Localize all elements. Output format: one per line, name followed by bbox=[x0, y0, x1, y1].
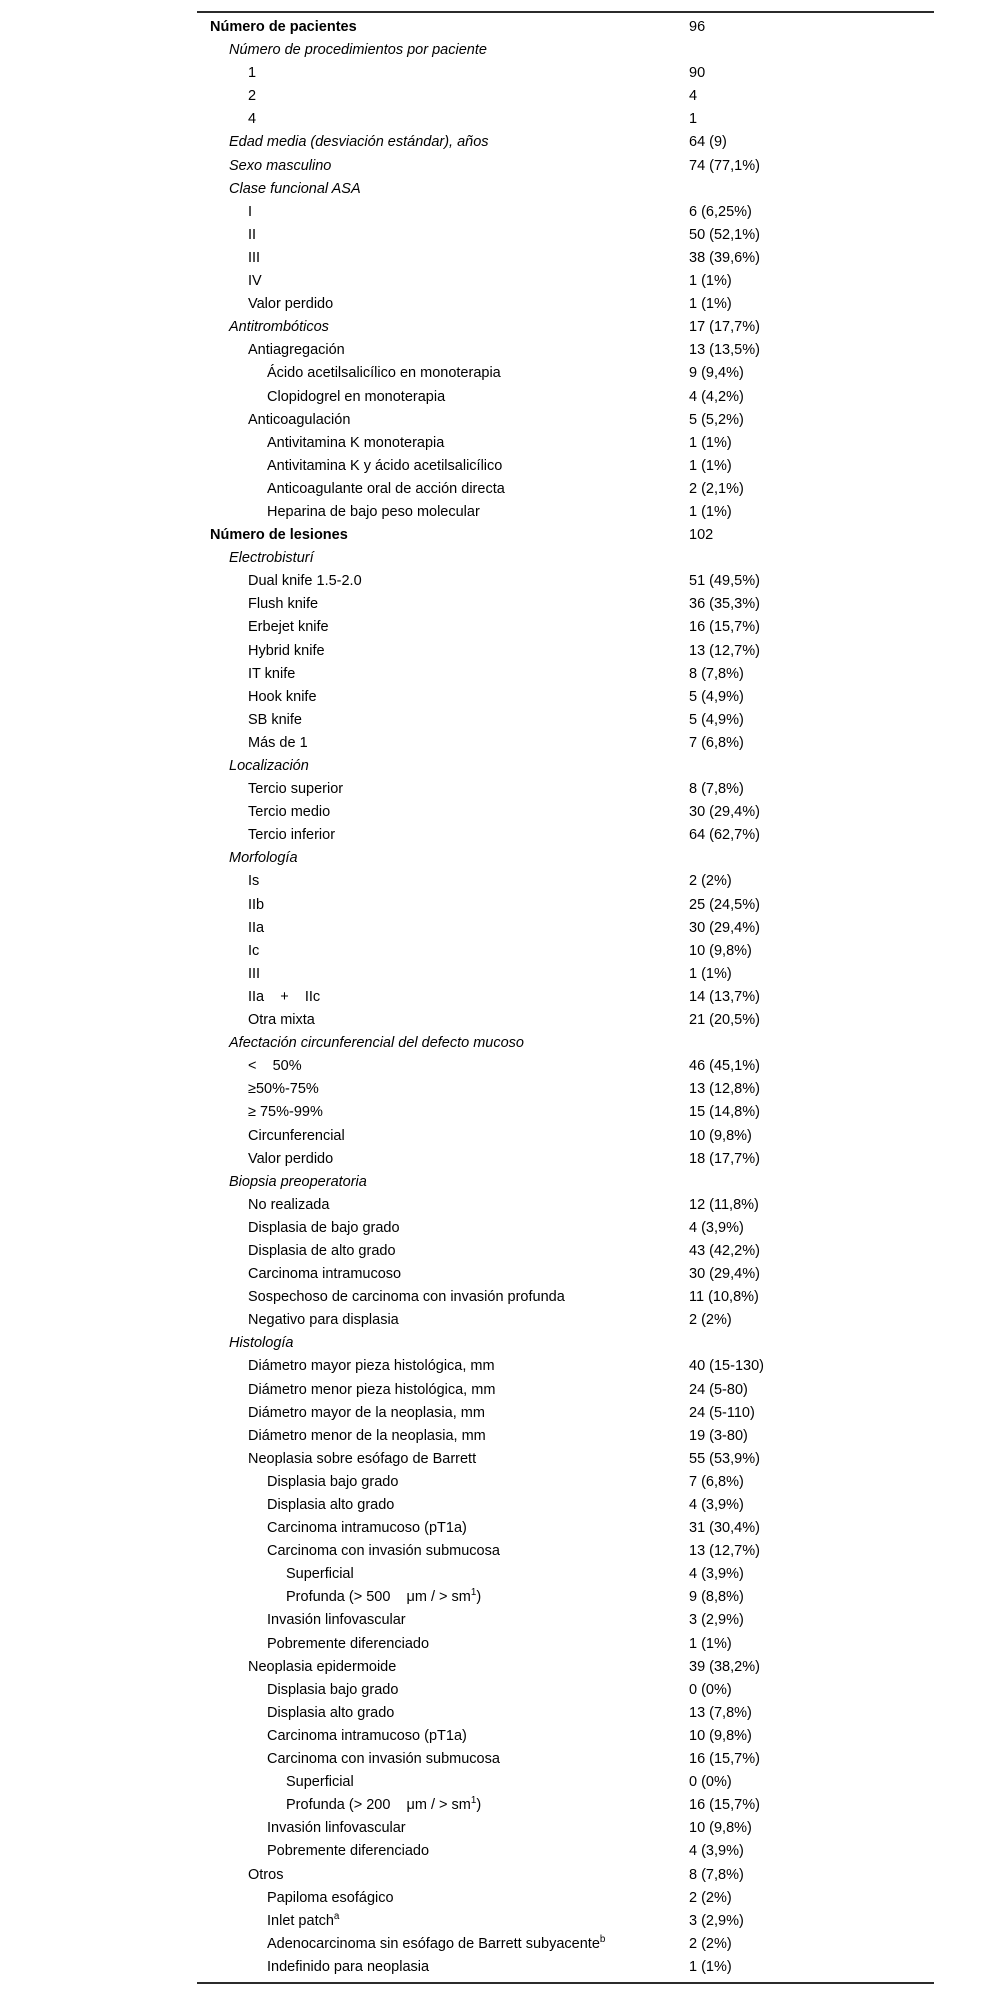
row-label: Displasia alto grado bbox=[267, 1497, 395, 1513]
row-value bbox=[689, 1332, 934, 1355]
row-label: Carcinoma con invasión submucosa bbox=[267, 1751, 500, 1768]
row-value: 5 (4,9%) bbox=[689, 688, 744, 705]
row-label: Otros bbox=[248, 1866, 284, 1883]
row-value: 30 (29,4%) bbox=[689, 919, 760, 936]
row-value: 4 (4,2%) bbox=[689, 388, 744, 405]
table-row bbox=[197, 1679, 934, 1702]
table-row bbox=[197, 16, 934, 39]
table-row bbox=[197, 1817, 934, 1840]
table-row bbox=[197, 85, 934, 108]
row-label-superscript: 1 bbox=[470, 1587, 477, 1599]
row-label: Número de procedimientos por paciente bbox=[229, 42, 487, 59]
table-row bbox=[197, 1748, 934, 1771]
table-row bbox=[197, 178, 934, 201]
row-label: Is bbox=[248, 873, 260, 890]
row-label: IT knife bbox=[248, 665, 296, 682]
row-value: 43 (42,2%) bbox=[689, 1242, 760, 1259]
table-row bbox=[197, 201, 934, 224]
row-value: 2 (2%) bbox=[689, 1935, 732, 1952]
table-row bbox=[197, 940, 934, 963]
row-label: Diámetro mayor pieza histológica, mm bbox=[248, 1358, 495, 1375]
table-row bbox=[197, 524, 934, 547]
table-row bbox=[197, 224, 934, 247]
table-row bbox=[197, 709, 934, 732]
table-row bbox=[197, 270, 934, 293]
row-value: 96 bbox=[689, 19, 706, 35]
row-value: 5 (4,9%) bbox=[689, 711, 744, 728]
row-label: Heparina de bajo peso molecular bbox=[267, 503, 480, 520]
table-row bbox=[197, 247, 934, 270]
row-value: 13 (12,7%) bbox=[689, 642, 760, 659]
table-row bbox=[197, 1517, 934, 1540]
row-value: 10 (9,8%) bbox=[689, 1127, 752, 1144]
row-label: Morfología bbox=[229, 850, 298, 867]
table-row bbox=[197, 1194, 934, 1217]
row-value: 36 (35,3%) bbox=[689, 596, 760, 613]
table-bottom-rule bbox=[197, 1982, 934, 1984]
row-value: 55 (53,9%) bbox=[689, 1450, 760, 1467]
table-row bbox=[197, 386, 934, 409]
row-value: 21 (20,5%) bbox=[689, 1012, 760, 1029]
table-row bbox=[197, 1494, 934, 1517]
row-value: 16 (15,7%) bbox=[689, 619, 760, 636]
row-label: Tercio superior bbox=[248, 781, 344, 798]
row-label: Localización bbox=[229, 758, 309, 774]
table-rows bbox=[197, 13, 934, 1982]
row-label: Pobremente diferenciado bbox=[267, 1635, 430, 1652]
row-label: Edad media (desviación estándar), años bbox=[229, 134, 489, 151]
table-row bbox=[197, 1309, 934, 1332]
row-label: IIb bbox=[248, 896, 265, 913]
row-label: Displasia bajo grado bbox=[267, 1473, 399, 1490]
table-row bbox=[197, 663, 934, 686]
row-value: 24 (5-80) bbox=[689, 1381, 748, 1398]
row-label: ≥50%-75% bbox=[248, 1081, 319, 1098]
table-row bbox=[197, 917, 934, 940]
row-value: 12 (11,8%) bbox=[689, 1196, 759, 1213]
table-row bbox=[197, 1448, 934, 1471]
table-row bbox=[197, 1910, 934, 1933]
table-row bbox=[197, 640, 934, 663]
table-row bbox=[197, 847, 934, 870]
table-row bbox=[197, 108, 934, 131]
row-value: 4 (3,9%) bbox=[689, 1566, 744, 1583]
row-label: Hybrid knife bbox=[248, 642, 325, 659]
row-label: Más de 1 bbox=[248, 734, 308, 751]
table-row bbox=[197, 62, 934, 85]
row-label: 2 bbox=[248, 88, 257, 105]
row-label: Erbejet knife bbox=[248, 619, 329, 636]
row-value: 3 (2,9%) bbox=[689, 1612, 744, 1629]
table-row bbox=[197, 894, 934, 917]
table-row bbox=[197, 39, 934, 62]
row-value: 1 (1%) bbox=[689, 1635, 732, 1652]
row-label: II bbox=[248, 226, 257, 243]
row-value: 4 (3,9%) bbox=[689, 1843, 744, 1860]
row-value: 1 (1%) bbox=[689, 296, 732, 313]
row-label-superscript: a bbox=[333, 1910, 340, 1922]
row-label: Superficial bbox=[286, 1566, 354, 1583]
row-label: Histología bbox=[229, 1335, 294, 1352]
row-label: Superficial bbox=[286, 1774, 354, 1791]
row-value: 8 (7,8%) bbox=[689, 1866, 744, 1883]
row-label: Neoplasia sobre esófago de Barrett bbox=[248, 1450, 477, 1467]
row-label: Displasia alto grado bbox=[267, 1704, 395, 1721]
row-value: 13 (12,7%) bbox=[689, 1543, 760, 1560]
row-label: Afectación circunferencial del defecto mucoso bbox=[229, 1035, 524, 1052]
row-value: 1 (1%) bbox=[689, 273, 732, 290]
row-value: 1 bbox=[689, 111, 698, 128]
table-row bbox=[197, 1656, 934, 1679]
row-label: Número de lesiones bbox=[210, 527, 348, 544]
table-row bbox=[197, 131, 934, 154]
table-row bbox=[197, 1702, 934, 1725]
row-label: Tercio medio bbox=[248, 804, 331, 821]
table-row bbox=[197, 1540, 934, 1563]
table-row bbox=[197, 593, 934, 616]
row-label: Indefinido para neoplasia bbox=[267, 1958, 430, 1975]
row-label: Clase funcional ASA bbox=[229, 180, 361, 197]
table-row bbox=[197, 824, 934, 847]
row-value: 11 (10,8%) bbox=[689, 1289, 759, 1306]
row-value: 13 (7,8%) bbox=[689, 1704, 752, 1721]
row-value bbox=[689, 39, 934, 62]
table-row bbox=[197, 155, 934, 178]
row-value: 46 (45,1%) bbox=[689, 1058, 760, 1075]
row-label: Otra mixta bbox=[248, 1012, 315, 1029]
table-row bbox=[197, 1586, 934, 1609]
table-row bbox=[197, 1425, 934, 1448]
row-label: Inlet patch$^a$ bbox=[267, 1910, 340, 1929]
row-value: 13 (13,5%) bbox=[689, 342, 760, 359]
table-row bbox=[197, 870, 934, 893]
row-label: Valor perdido bbox=[248, 1150, 334, 1167]
row-label-superscript: 1 bbox=[470, 1795, 477, 1807]
row-label: Diámetro menor de la neoplasia, mm bbox=[248, 1427, 486, 1444]
row-value: 50 (52,1%) bbox=[689, 226, 760, 243]
table-row bbox=[197, 362, 934, 385]
table-row bbox=[197, 478, 934, 501]
table-row bbox=[197, 1078, 934, 1101]
row-label: ≥ 75%-99% bbox=[248, 1104, 323, 1121]
table-row bbox=[197, 1633, 934, 1656]
row-label: Displasia bajo grado bbox=[267, 1681, 399, 1698]
row-value: 51 (49,5%) bbox=[689, 573, 760, 590]
row-value: 16 (15,7%) bbox=[689, 1797, 760, 1814]
row-value: 9 (9,4%) bbox=[689, 365, 744, 382]
table-row bbox=[197, 1240, 934, 1263]
row-label: Carcinoma con invasión submucosa bbox=[267, 1543, 500, 1560]
row-label: Clopidogrel en monoterapia bbox=[267, 388, 446, 405]
row-label: III bbox=[248, 249, 261, 266]
row-label: Carcinoma intramucoso bbox=[248, 1266, 402, 1283]
row-label: III bbox=[248, 965, 261, 982]
table-row bbox=[197, 1609, 934, 1632]
table-row bbox=[197, 801, 934, 824]
row-value bbox=[689, 178, 934, 201]
row-value: 10 (9,8%) bbox=[689, 1727, 752, 1744]
row-label: Número de pacientes bbox=[210, 19, 357, 35]
table-row bbox=[197, 1032, 934, 1055]
row-label: SB knife bbox=[248, 711, 302, 728]
row-value: 24 (5-110) bbox=[689, 1404, 755, 1421]
row-value: 40 (15-130) bbox=[689, 1358, 764, 1375]
row-label: Valor perdido bbox=[248, 296, 334, 313]
row-value: 18 (17,7%) bbox=[689, 1150, 760, 1167]
row-value: 2 (2,1%) bbox=[689, 480, 744, 497]
row-label: IIa bbox=[248, 919, 265, 936]
row-value: 19 (3-80) bbox=[689, 1427, 748, 1444]
row-label: No realizada bbox=[248, 1196, 330, 1213]
row-value: 2 (2%) bbox=[689, 1312, 732, 1329]
table-row bbox=[197, 1864, 934, 1887]
row-label: Sexo masculino bbox=[229, 157, 332, 174]
table-row bbox=[197, 755, 934, 778]
table-row bbox=[197, 1887, 934, 1910]
table-row bbox=[197, 1101, 934, 1124]
table-row bbox=[197, 1725, 934, 1748]
row-label: Antitrombóticos bbox=[229, 319, 329, 336]
patient-characteristics-table bbox=[197, 11, 934, 1984]
table-row bbox=[197, 1286, 934, 1309]
row-value: 15 (14,8%) bbox=[689, 1104, 760, 1121]
table-row bbox=[197, 316, 934, 339]
row-value: 2 (2%) bbox=[689, 873, 732, 890]
table-row bbox=[197, 409, 934, 432]
table-row bbox=[197, 455, 934, 478]
row-label: Profunda (> 500 μm / > $sm^1$) bbox=[286, 1587, 482, 1606]
row-value: 16 (15,7%) bbox=[689, 1751, 760, 1768]
row-label: Hook knife bbox=[248, 688, 317, 705]
row-value: 10 (9,8%) bbox=[689, 1820, 752, 1837]
row-label: Carcinoma intramucoso (pT1a) bbox=[267, 1727, 467, 1744]
row-value: 74 (77,1%) bbox=[689, 157, 760, 174]
table-row bbox=[197, 1379, 934, 1402]
table-row bbox=[197, 1125, 934, 1148]
row-value: 5 (5,2%) bbox=[689, 411, 744, 428]
row-value: 10 (9,8%) bbox=[689, 942, 752, 959]
row-value bbox=[689, 1171, 934, 1194]
row-value: 30 (29,4%) bbox=[689, 1266, 760, 1283]
row-value bbox=[689, 1032, 934, 1055]
row-label-superscript: b bbox=[599, 1933, 606, 1945]
row-value: 102 bbox=[689, 527, 714, 544]
row-value: 30 (29,4%) bbox=[689, 804, 760, 821]
table-row bbox=[197, 1402, 934, 1425]
row-value bbox=[689, 755, 934, 778]
table-row bbox=[197, 1956, 934, 1979]
row-label: Circunferencial bbox=[248, 1127, 345, 1144]
row-label: Antivitamina K monoterapia bbox=[267, 434, 445, 451]
table-row bbox=[197, 686, 934, 709]
row-label: Tercio inferior bbox=[248, 827, 336, 844]
row-label: Antivitamina K y ácido acetilsalicílico bbox=[267, 457, 503, 474]
table-row bbox=[197, 1933, 934, 1956]
row-value bbox=[689, 547, 934, 570]
row-label: Neoplasia epidermoide bbox=[248, 1658, 397, 1675]
row-value: 0 (0%) bbox=[689, 1681, 732, 1698]
table-row bbox=[197, 1355, 934, 1378]
table-row bbox=[197, 1009, 934, 1032]
row-value bbox=[689, 847, 934, 870]
row-label: Diámetro mayor de la neoplasia, mm bbox=[248, 1404, 485, 1421]
row-value: 9 (8,8%) bbox=[689, 1589, 744, 1606]
row-value: 4 (3,9%) bbox=[689, 1497, 744, 1513]
table-row bbox=[197, 1217, 934, 1240]
table-row bbox=[197, 1794, 934, 1817]
table-row bbox=[197, 986, 934, 1009]
row-label: Biopsia preoperatoria bbox=[229, 1173, 367, 1190]
row-value: 1 (1%) bbox=[689, 503, 732, 520]
table-row bbox=[197, 1171, 934, 1194]
row-value: 6 (6,25%) bbox=[689, 203, 752, 220]
row-label: Antiagregación bbox=[248, 342, 345, 359]
row-label: Anticoagulación bbox=[248, 411, 351, 428]
table-row bbox=[197, 616, 934, 639]
table-row bbox=[197, 1471, 934, 1494]
row-value: 1 (1%) bbox=[689, 457, 732, 474]
row-value: 1 (1%) bbox=[689, 1958, 732, 1975]
row-value: 17 (17,7%) bbox=[689, 319, 760, 336]
row-value: 7 (6,8%) bbox=[689, 734, 744, 751]
row-value: 64 (62,7%) bbox=[689, 827, 760, 844]
row-label: Sospechoso de carcinoma con invasión profunda bbox=[248, 1289, 565, 1306]
row-label: IIa + IIc bbox=[248, 988, 321, 1005]
table-row bbox=[197, 547, 934, 570]
table-row bbox=[197, 732, 934, 755]
row-value: 14 (13,7%) bbox=[689, 988, 760, 1005]
row-label: Ic bbox=[248, 942, 260, 959]
row-value: 39 (38,2%) bbox=[689, 1658, 760, 1675]
row-label: < 50% bbox=[248, 1058, 302, 1075]
row-label: Ácido acetilsalicílico en monoterapia bbox=[267, 365, 501, 382]
table-row bbox=[197, 339, 934, 362]
table-row bbox=[197, 501, 934, 524]
row-label: Adenocarcinoma sin esófago de Barrett subyacente$^b$ bbox=[267, 1933, 606, 1952]
row-value: 2 (2%) bbox=[689, 1889, 732, 1906]
row-value: 31 (30,4%) bbox=[689, 1520, 760, 1537]
row-value: 8 (7,8%) bbox=[689, 781, 744, 798]
row-label: Carcinoma intramucoso (pT1a) bbox=[267, 1520, 467, 1537]
row-label: Papiloma esofágico bbox=[267, 1889, 394, 1906]
row-value: 90 bbox=[689, 65, 706, 82]
row-value: 1 (1%) bbox=[689, 965, 732, 982]
row-label: Dual knife 1.5-2.0 bbox=[248, 573, 362, 590]
row-label: Displasia de alto grado bbox=[248, 1242, 396, 1259]
row-label: Profunda (> 200 μm / > $sm^1$) bbox=[286, 1795, 482, 1814]
row-value: 64 (9) bbox=[689, 134, 727, 151]
row-label: 1 bbox=[248, 65, 257, 82]
table-row bbox=[197, 1263, 934, 1286]
row-value: 38 (39,6%) bbox=[689, 249, 760, 266]
table-row bbox=[197, 778, 934, 801]
table-row bbox=[197, 1055, 934, 1078]
table-row bbox=[197, 1332, 934, 1355]
row-value: 4 bbox=[689, 88, 698, 105]
row-value: 7 (6,8%) bbox=[689, 1473, 744, 1490]
row-label: Diámetro menor pieza histológica, mm bbox=[248, 1381, 496, 1398]
row-label: 4 bbox=[248, 111, 257, 128]
row-label: Invasión linfovascular bbox=[267, 1820, 406, 1837]
row-label: Negativo para displasia bbox=[248, 1312, 399, 1329]
row-label: Pobremente diferenciado bbox=[267, 1843, 430, 1860]
row-label: IV bbox=[248, 273, 262, 290]
row-value: 4 (3,9%) bbox=[689, 1219, 744, 1236]
row-label: Displasia de bajo grado bbox=[248, 1219, 400, 1236]
table-row bbox=[197, 432, 934, 455]
row-label: Flush knife bbox=[248, 596, 319, 613]
table-row bbox=[197, 570, 934, 593]
table-row bbox=[197, 1771, 934, 1794]
table-row bbox=[197, 963, 934, 986]
row-label: Anticoagulante oral de acción directa bbox=[267, 480, 505, 497]
row-label: Electrobisturí bbox=[229, 550, 314, 567]
table-row bbox=[197, 293, 934, 316]
row-value: 0 (0%) bbox=[689, 1774, 732, 1791]
table-row bbox=[197, 1148, 934, 1171]
row-label: Invasión linfovascular bbox=[267, 1612, 406, 1629]
table-row bbox=[197, 1563, 934, 1586]
row-label: I bbox=[248, 203, 253, 220]
row-value: 8 (7,8%) bbox=[689, 665, 744, 682]
row-value: 25 (24,5%) bbox=[689, 896, 760, 913]
table-row bbox=[197, 1840, 934, 1863]
row-value: 13 (12,8%) bbox=[689, 1081, 760, 1098]
row-value: 1 (1%) bbox=[689, 434, 732, 451]
row-value: 3 (2,9%) bbox=[689, 1912, 744, 1929]
